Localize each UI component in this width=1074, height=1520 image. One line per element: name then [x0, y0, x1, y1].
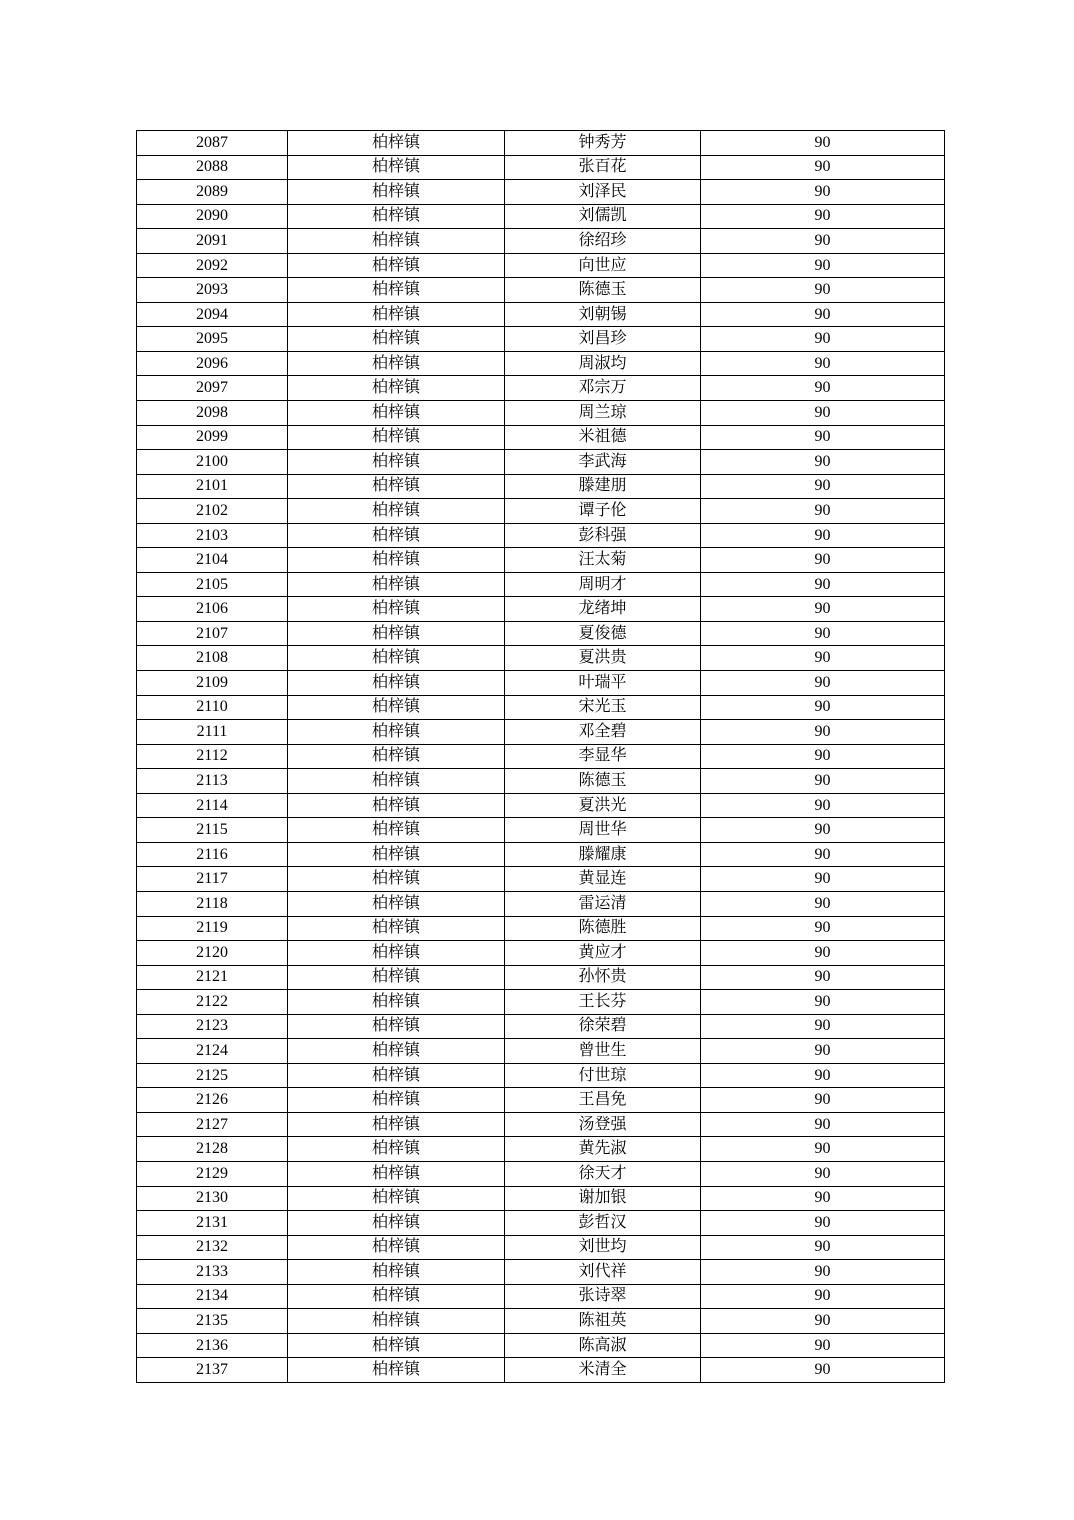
- row-number-cell: 2127: [137, 1112, 288, 1137]
- score-cell: 90: [701, 376, 945, 401]
- row-number-cell: 2118: [137, 891, 288, 916]
- table-row: [137, 302, 945, 327]
- row-number-cell: 2092: [137, 253, 288, 278]
- person-name-cell: 周世华: [505, 818, 701, 843]
- score-cell: 90: [701, 278, 945, 303]
- table-row: [137, 1014, 945, 1039]
- town-cell: 柏梓镇: [288, 1358, 505, 1383]
- table-row: [137, 1088, 945, 1113]
- row-number-cell: 2090: [137, 204, 288, 229]
- person-name-cell: 陈德玉: [505, 278, 701, 303]
- row-number-cell: 2121: [137, 965, 288, 990]
- score-cell: 90: [701, 425, 945, 450]
- person-name-cell: 汪太菊: [505, 548, 701, 573]
- town-cell: 柏梓镇: [288, 1014, 505, 1039]
- row-number-cell: 2105: [137, 572, 288, 597]
- table-row: [137, 450, 945, 475]
- row-number-cell: 2113: [137, 769, 288, 794]
- score-cell: 90: [701, 499, 945, 524]
- row-number-cell: 2134: [137, 1284, 288, 1309]
- score-cell: 90: [701, 867, 945, 892]
- row-number-cell: 2114: [137, 793, 288, 818]
- score-cell: 90: [701, 180, 945, 205]
- score-cell: 90: [701, 1088, 945, 1113]
- table-row: [137, 1358, 945, 1383]
- person-name-cell: 宋光玉: [505, 695, 701, 720]
- table-row: [137, 572, 945, 597]
- row-number-cell: 2131: [137, 1211, 288, 1236]
- town-cell: 柏梓镇: [288, 474, 505, 499]
- town-cell: 柏梓镇: [288, 523, 505, 548]
- row-number-cell: 2125: [137, 1063, 288, 1088]
- town-cell: 柏梓镇: [288, 1211, 505, 1236]
- town-cell: 柏梓镇: [288, 572, 505, 597]
- person-name-cell: 徐荣碧: [505, 1014, 701, 1039]
- town-cell: 柏梓镇: [288, 1088, 505, 1113]
- town-cell: 柏梓镇: [288, 302, 505, 327]
- table-row: [137, 1260, 945, 1285]
- row-number-cell: 2106: [137, 597, 288, 622]
- score-cell: 90: [701, 155, 945, 180]
- person-name-cell: 曾世生: [505, 1039, 701, 1064]
- town-cell: 柏梓镇: [288, 499, 505, 524]
- row-number-cell: 2133: [137, 1260, 288, 1285]
- town-cell: 柏梓镇: [288, 671, 505, 696]
- row-number-cell: 2096: [137, 351, 288, 376]
- row-number-cell: 2137: [137, 1358, 288, 1383]
- town-cell: 柏梓镇: [288, 450, 505, 475]
- town-cell: 柏梓镇: [288, 842, 505, 867]
- score-cell: 90: [701, 818, 945, 843]
- table-row: [137, 1137, 945, 1162]
- person-name-cell: 向世应: [505, 253, 701, 278]
- row-number-cell: 2099: [137, 425, 288, 450]
- score-cell: 90: [701, 1014, 945, 1039]
- person-name-cell: 滕建朋: [505, 474, 701, 499]
- score-cell: 90: [701, 646, 945, 671]
- score-cell: 90: [701, 1284, 945, 1309]
- score-cell: 90: [701, 523, 945, 548]
- row-number-cell: 2112: [137, 744, 288, 769]
- town-cell: 柏梓镇: [288, 990, 505, 1015]
- town-cell: 柏梓镇: [288, 376, 505, 401]
- town-cell: 柏梓镇: [288, 720, 505, 745]
- table-row: [137, 769, 945, 794]
- row-number-cell: 2107: [137, 621, 288, 646]
- table-row: [137, 401, 945, 426]
- row-number-cell: 2108: [137, 646, 288, 671]
- town-cell: 柏梓镇: [288, 229, 505, 254]
- row-number-cell: 2087: [137, 131, 288, 156]
- person-name-cell: 黄应才: [505, 941, 701, 966]
- person-name-cell: 滕耀康: [505, 842, 701, 867]
- person-name-cell: 米清全: [505, 1358, 701, 1383]
- person-name-cell: 黄先淑: [505, 1137, 701, 1162]
- score-cell: 90: [701, 474, 945, 499]
- town-cell: 柏梓镇: [288, 548, 505, 573]
- person-name-cell: 谢加银: [505, 1186, 701, 1211]
- table-row: [137, 253, 945, 278]
- person-name-cell: 陈祖英: [505, 1309, 701, 1334]
- score-cell: 90: [701, 720, 945, 745]
- score-cell: 90: [701, 891, 945, 916]
- person-name-cell: 陈德胜: [505, 916, 701, 941]
- table-row: [137, 278, 945, 303]
- row-number-cell: 2119: [137, 916, 288, 941]
- town-cell: 柏梓镇: [288, 769, 505, 794]
- score-cell: 90: [701, 229, 945, 254]
- town-cell: 柏梓镇: [288, 1309, 505, 1334]
- score-cell: 90: [701, 1137, 945, 1162]
- score-cell: 90: [701, 965, 945, 990]
- score-cell: 90: [701, 1309, 945, 1334]
- row-number-cell: 2136: [137, 1333, 288, 1358]
- town-cell: 柏梓镇: [288, 425, 505, 450]
- score-cell: 90: [701, 990, 945, 1015]
- table-row: [137, 548, 945, 573]
- score-cell: 90: [701, 1333, 945, 1358]
- score-cell: 90: [701, 450, 945, 475]
- row-number-cell: 2132: [137, 1235, 288, 1260]
- row-number-cell: 2129: [137, 1161, 288, 1186]
- score-cell: 90: [701, 1112, 945, 1137]
- table-row: [137, 474, 945, 499]
- person-name-cell: 付世琼: [505, 1063, 701, 1088]
- person-name-cell: 张诗翠: [505, 1284, 701, 1309]
- row-number-cell: 2091: [137, 229, 288, 254]
- row-number-cell: 2098: [137, 401, 288, 426]
- score-cell: 90: [701, 1063, 945, 1088]
- table-row: [137, 1186, 945, 1211]
- town-cell: 柏梓镇: [288, 327, 505, 352]
- score-cell: 90: [701, 769, 945, 794]
- row-number-cell: 2116: [137, 842, 288, 867]
- table-row: [137, 941, 945, 966]
- score-cell: 90: [701, 695, 945, 720]
- person-name-cell: 刘世均: [505, 1235, 701, 1260]
- person-name-cell: 米祖德: [505, 425, 701, 450]
- person-name-cell: 邓宗万: [505, 376, 701, 401]
- person-name-cell: 刘泽民: [505, 180, 701, 205]
- row-number-cell: 2120: [137, 941, 288, 966]
- row-number-cell: 2104: [137, 548, 288, 573]
- score-cell: 90: [701, 671, 945, 696]
- person-name-cell: 钟秀芳: [505, 131, 701, 156]
- score-cell: 90: [701, 1211, 945, 1236]
- table-row: [137, 990, 945, 1015]
- score-cell: 90: [701, 351, 945, 376]
- person-name-cell: 徐天才: [505, 1161, 701, 1186]
- table-row: [137, 720, 945, 745]
- person-name-cell: 汤登强: [505, 1112, 701, 1137]
- person-name-cell: 陈高淑: [505, 1333, 701, 1358]
- town-cell: 柏梓镇: [288, 1284, 505, 1309]
- town-cell: 柏梓镇: [288, 1039, 505, 1064]
- town-cell: 柏梓镇: [288, 204, 505, 229]
- table-row: [137, 891, 945, 916]
- row-number-cell: 2130: [137, 1186, 288, 1211]
- table-row: [137, 597, 945, 622]
- town-cell: 柏梓镇: [288, 695, 505, 720]
- score-cell: 90: [701, 1039, 945, 1064]
- person-name-cell: 王长芬: [505, 990, 701, 1015]
- table-row: [137, 695, 945, 720]
- person-name-cell: 彭哲汉: [505, 1211, 701, 1236]
- table-row: [137, 327, 945, 352]
- row-number-cell: 2101: [137, 474, 288, 499]
- roster-table-body: [137, 131, 945, 1383]
- table-row: [137, 131, 945, 156]
- score-cell: 90: [701, 572, 945, 597]
- town-cell: 柏梓镇: [288, 916, 505, 941]
- town-cell: 柏梓镇: [288, 867, 505, 892]
- table-row: [137, 818, 945, 843]
- town-cell: 柏梓镇: [288, 1333, 505, 1358]
- score-cell: 90: [701, 327, 945, 352]
- person-name-cell: 孙怀贵: [505, 965, 701, 990]
- row-number-cell: 2115: [137, 818, 288, 843]
- score-cell: 90: [701, 548, 945, 573]
- town-cell: 柏梓镇: [288, 401, 505, 426]
- table-row: [137, 1333, 945, 1358]
- table-row: [137, 916, 945, 941]
- row-number-cell: 2123: [137, 1014, 288, 1039]
- person-name-cell: 刘朝锡: [505, 302, 701, 327]
- town-cell: 柏梓镇: [288, 1112, 505, 1137]
- score-cell: 90: [701, 744, 945, 769]
- row-number-cell: 2102: [137, 499, 288, 524]
- row-number-cell: 2095: [137, 327, 288, 352]
- town-cell: 柏梓镇: [288, 351, 505, 376]
- table-row: [137, 1235, 945, 1260]
- town-cell: 柏梓镇: [288, 155, 505, 180]
- row-number-cell: 2126: [137, 1088, 288, 1113]
- town-cell: 柏梓镇: [288, 891, 505, 916]
- town-cell: 柏梓镇: [288, 1260, 505, 1285]
- score-cell: 90: [701, 941, 945, 966]
- table-row: [137, 1039, 945, 1064]
- person-name-cell: 雷运清: [505, 891, 701, 916]
- row-number-cell: 2097: [137, 376, 288, 401]
- person-name-cell: 张百花: [505, 155, 701, 180]
- score-cell: 90: [701, 302, 945, 327]
- town-cell: 柏梓镇: [288, 1161, 505, 1186]
- person-name-cell: 夏洪光: [505, 793, 701, 818]
- row-number-cell: 2122: [137, 990, 288, 1015]
- town-cell: 柏梓镇: [288, 793, 505, 818]
- town-cell: 柏梓镇: [288, 941, 505, 966]
- table-row: [137, 204, 945, 229]
- table-row: [137, 842, 945, 867]
- score-cell: 90: [701, 916, 945, 941]
- town-cell: 柏梓镇: [288, 646, 505, 671]
- person-name-cell: 邓全碧: [505, 720, 701, 745]
- table-row: [137, 1063, 945, 1088]
- table-row: [137, 1161, 945, 1186]
- town-cell: 柏梓镇: [288, 278, 505, 303]
- table-row: [137, 671, 945, 696]
- town-cell: 柏梓镇: [288, 180, 505, 205]
- row-number-cell: 2109: [137, 671, 288, 696]
- table-row: [137, 793, 945, 818]
- table-row: [137, 376, 945, 401]
- row-number-cell: 2111: [137, 720, 288, 745]
- town-cell: 柏梓镇: [288, 597, 505, 622]
- table-row: [137, 744, 945, 769]
- town-cell: 柏梓镇: [288, 621, 505, 646]
- row-number-cell: 2094: [137, 302, 288, 327]
- person-name-cell: 叶瑞平: [505, 671, 701, 696]
- table-row: [137, 351, 945, 376]
- table-row: [137, 646, 945, 671]
- table-row: [137, 1284, 945, 1309]
- roster-table: [136, 130, 945, 1383]
- table-row: [137, 229, 945, 254]
- person-name-cell: 周淑均: [505, 351, 701, 376]
- person-name-cell: 徐绍珍: [505, 229, 701, 254]
- table-row: [137, 155, 945, 180]
- town-cell: 柏梓镇: [288, 818, 505, 843]
- person-name-cell: 彭科强: [505, 523, 701, 548]
- person-name-cell: 王昌免: [505, 1088, 701, 1113]
- table-row: [137, 621, 945, 646]
- town-cell: 柏梓镇: [288, 131, 505, 156]
- person-name-cell: 夏洪贵: [505, 646, 701, 671]
- score-cell: 90: [701, 1260, 945, 1285]
- score-cell: 90: [701, 842, 945, 867]
- person-name-cell: 周明才: [505, 572, 701, 597]
- row-number-cell: 2128: [137, 1137, 288, 1162]
- person-name-cell: 龙绪坤: [505, 597, 701, 622]
- row-number-cell: 2135: [137, 1309, 288, 1334]
- person-name-cell: 夏俊德: [505, 621, 701, 646]
- score-cell: 90: [701, 1186, 945, 1211]
- score-cell: 90: [701, 253, 945, 278]
- town-cell: 柏梓镇: [288, 1186, 505, 1211]
- row-number-cell: 2103: [137, 523, 288, 548]
- person-name-cell: 周兰琼: [505, 401, 701, 426]
- row-number-cell: 2124: [137, 1039, 288, 1064]
- table-row: [137, 965, 945, 990]
- table-row: [137, 1309, 945, 1334]
- score-cell: 90: [701, 401, 945, 426]
- table-row: [137, 1112, 945, 1137]
- person-name-cell: 谭子伦: [505, 499, 701, 524]
- table-row: [137, 523, 945, 548]
- score-cell: 90: [701, 204, 945, 229]
- person-name-cell: 刘代祥: [505, 1260, 701, 1285]
- score-cell: 90: [701, 597, 945, 622]
- town-cell: 柏梓镇: [288, 1235, 505, 1260]
- table-row: [137, 867, 945, 892]
- score-cell: 90: [701, 131, 945, 156]
- row-number-cell: 2089: [137, 180, 288, 205]
- score-cell: 90: [701, 1235, 945, 1260]
- person-name-cell: 陈德玉: [505, 769, 701, 794]
- person-name-cell: 刘儒凯: [505, 204, 701, 229]
- person-name-cell: 李显华: [505, 744, 701, 769]
- town-cell: 柏梓镇: [288, 965, 505, 990]
- score-cell: 90: [701, 1358, 945, 1383]
- table-row: [137, 499, 945, 524]
- row-number-cell: 2110: [137, 695, 288, 720]
- town-cell: 柏梓镇: [288, 1137, 505, 1162]
- person-name-cell: 刘昌珍: [505, 327, 701, 352]
- town-cell: 柏梓镇: [288, 1063, 505, 1088]
- row-number-cell: 2100: [137, 450, 288, 475]
- person-name-cell: 黄显连: [505, 867, 701, 892]
- town-cell: 柏梓镇: [288, 744, 505, 769]
- table-row: [137, 425, 945, 450]
- table-row: [137, 1211, 945, 1236]
- score-cell: 90: [701, 621, 945, 646]
- row-number-cell: 2088: [137, 155, 288, 180]
- row-number-cell: 2117: [137, 867, 288, 892]
- person-name-cell: 李武海: [505, 450, 701, 475]
- score-cell: 90: [701, 1161, 945, 1186]
- town-cell: 柏梓镇: [288, 253, 505, 278]
- row-number-cell: 2093: [137, 278, 288, 303]
- score-cell: 90: [701, 793, 945, 818]
- table-row: [137, 180, 945, 205]
